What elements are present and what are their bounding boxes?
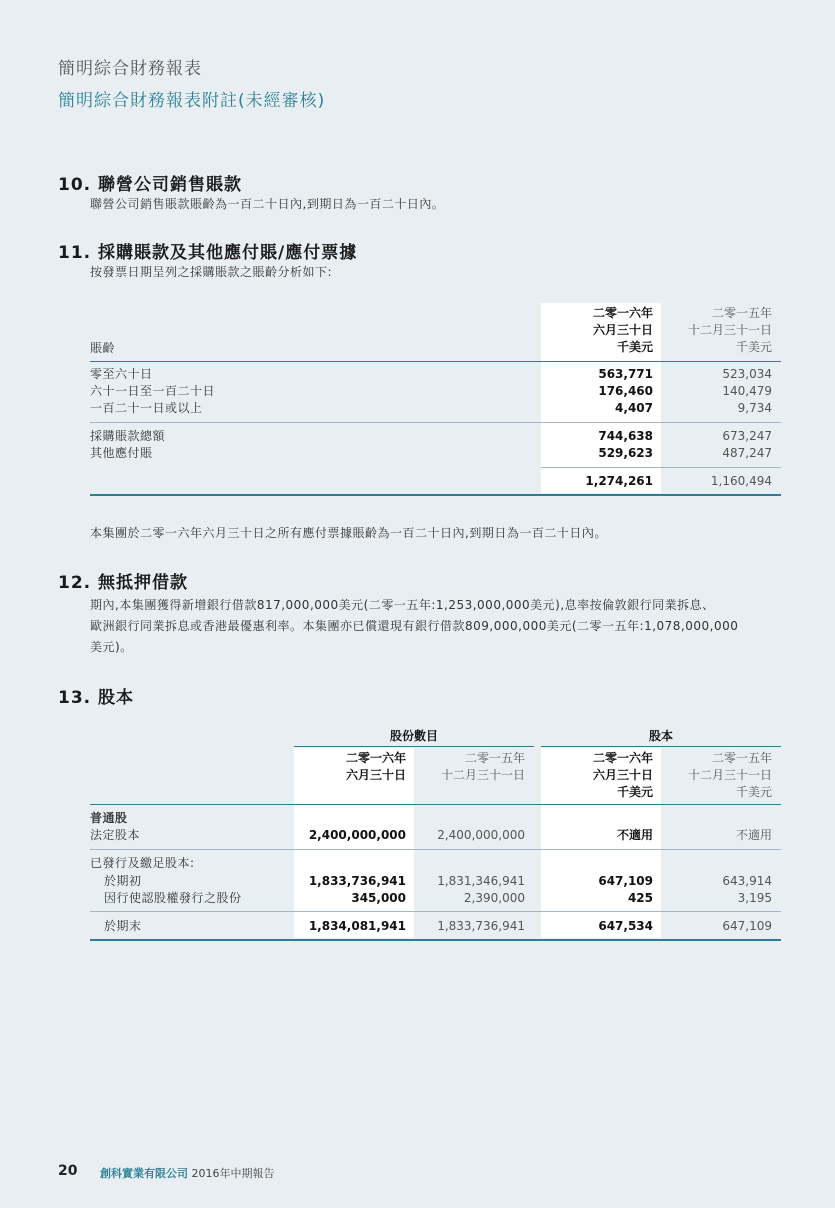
table-row-label: 法定股本	[90, 828, 141, 842]
s13-issued-head: 已發行及繳足股本:	[90, 856, 195, 870]
section-11-note: 本集團於二零一六年六月三十日之所有應付票據賬齡為一百二十日內,到期日為一百二十日內。	[90, 526, 607, 540]
s11-hp-line1: 二零一五年	[711, 306, 772, 320]
s11-rule-2	[90, 422, 781, 423]
cell: 1,833,736,941	[308, 874, 406, 888]
cell: 千美元	[616, 785, 653, 799]
s13-h3	[541, 750, 653, 801]
s13-h1	[294, 750, 406, 784]
table-row-label: 採購賬款總額	[90, 429, 166, 443]
table-row-label: 六十一日至一百二十日	[90, 384, 216, 398]
cell: 2,400,000,000	[437, 828, 525, 842]
s11-b-cur	[541, 428, 653, 462]
cell: 425	[627, 891, 653, 905]
footer-report: 2016年中期報告	[188, 1167, 275, 1180]
cell: 十二月三十一日	[687, 768, 772, 782]
cell: 千美元	[735, 785, 772, 799]
cell: 744,638	[598, 429, 653, 443]
section-11-intro: 按發票日期呈列之採購賬款之賬齡分析如下:	[90, 265, 333, 279]
s11-header-current	[541, 305, 653, 356]
cell: 1,834,081,941	[308, 919, 406, 933]
cell: 不適用	[616, 828, 653, 842]
s11-a-prev	[661, 366, 772, 417]
s13-h4	[661, 750, 772, 801]
s11-a-cur	[541, 366, 653, 417]
s13-group-rule-2	[541, 746, 781, 747]
s13-group-shares: 股份數目	[389, 729, 438, 743]
cell: 十二月三十一日	[440, 768, 525, 782]
cell: 六月三十日	[592, 768, 653, 782]
s13-rule-1	[90, 804, 781, 805]
cell: 二零一五年	[711, 751, 772, 765]
cell: 563,771	[598, 367, 653, 381]
cell: 二零一六年	[345, 751, 406, 765]
s13-rule-3	[90, 911, 781, 912]
cell: 不適用	[735, 828, 772, 842]
cell: 3,195	[737, 891, 772, 905]
s11-row-head: 賬齡	[90, 341, 116, 355]
s11-header-prev	[661, 305, 772, 356]
s11-b-prev	[661, 428, 772, 462]
cell: 二零一五年	[464, 751, 525, 765]
cell: 176,460	[598, 384, 653, 398]
cell: 9,734	[737, 401, 772, 415]
section-12-line1: 期內,本集團獲得新增銀行借款817,000,000美元(二零一五年:1,253,000,000美元),息率按倫敦銀行同業拆息、	[90, 598, 715, 612]
cell: 523,034	[722, 367, 772, 381]
table-row-label: 於期初	[104, 874, 142, 888]
cell: 647,534	[598, 919, 653, 933]
s11-hp-line2: 十二月三十一日	[687, 323, 772, 337]
cell: 1,831,346,941	[437, 874, 525, 888]
s13-h2	[414, 750, 525, 784]
section-13-title: 13. 股本	[58, 688, 135, 708]
section-10-title: 10. 聯營公司銷售賬款	[58, 175, 243, 195]
cell: 673,247	[722, 429, 772, 443]
s11-total-prev: 1,160,494	[710, 474, 772, 488]
cell: 487,247	[722, 446, 772, 460]
table-row-label: 其他應付賬	[90, 446, 153, 460]
table-row-label: 於期末	[104, 919, 142, 933]
s11-total-cur: 1,274,261	[585, 474, 653, 488]
s13-rule-total	[90, 939, 781, 941]
cell: 647,109	[598, 874, 653, 888]
s13-group-rule-1	[294, 746, 534, 747]
s11-hp-line3: 千美元	[735, 340, 772, 354]
section-12-line3: 美元)。	[90, 640, 133, 654]
header-title: 簡明綜合財務報表	[58, 59, 202, 79]
header-subtitle: 簡明綜合財務報表附註(未經審核)	[58, 91, 326, 111]
table-row-label: 因行使認股權發行之股份	[104, 891, 242, 905]
footer-text	[100, 1165, 275, 1181]
table-row-label: 一百二十一日或以上	[90, 401, 203, 415]
cell: 1,833,736,941	[437, 919, 525, 933]
cell: 4,407	[615, 401, 653, 415]
s11-rule-3	[541, 467, 781, 468]
table-row-label: 零至六十日	[90, 367, 153, 381]
cell: 二零一六年	[592, 751, 653, 765]
s13-group-capital: 股本	[648, 729, 673, 743]
cell: 140,479	[722, 384, 772, 398]
cell: 345,000	[351, 891, 406, 905]
s13-ordinary: 普通股	[90, 811, 128, 825]
s11-hc-line1: 二零一六年	[592, 306, 653, 320]
section-12-line2: 歐洲銀行同業拆息或香港最優惠利率。本集團亦已償還現有銀行借款809,000,000美元(二零一五年:1,078,000,000	[90, 619, 739, 633]
section-12-title: 12. 無抵押借款	[58, 573, 189, 593]
s11-rule-1	[90, 361, 781, 362]
s11-rule-total	[90, 494, 781, 496]
cell: 六月三十日	[345, 768, 406, 782]
cell: 2,400,000,000	[308, 828, 406, 842]
cell: 647,109	[722, 919, 772, 933]
section-11-title: 11. 採購賬款及其他應付賬/應付票據	[58, 243, 358, 263]
s13-rule-2	[90, 849, 781, 850]
cell: 2,390,000	[463, 891, 525, 905]
footer-company: 創科實業有限公司	[100, 1167, 188, 1180]
s11-hc-line2: 六月三十日	[592, 323, 653, 337]
section-10-text: 聯營公司銷售賬款賬齡為一百二十日內,到期日為一百二十日內。	[90, 197, 445, 211]
cell: 643,914	[722, 874, 772, 888]
page-number: 20	[58, 1163, 78, 1179]
cell: 529,623	[598, 446, 653, 460]
s11-hc-line3: 千美元	[616, 340, 653, 354]
